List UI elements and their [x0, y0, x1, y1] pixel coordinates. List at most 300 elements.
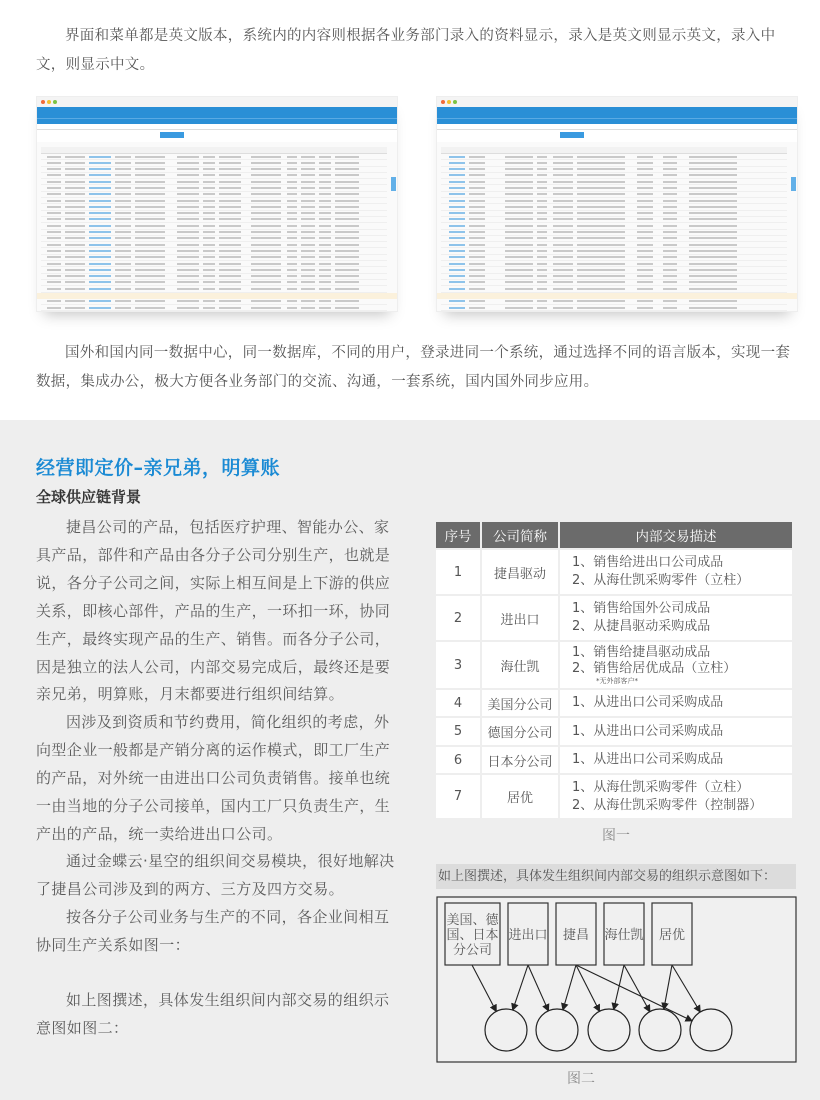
grid-cell — [637, 244, 653, 246]
grid-cell — [319, 225, 331, 227]
window-minimize-dot — [447, 100, 451, 104]
grid-cell — [115, 307, 131, 309]
org-node-circle-2 — [588, 1009, 630, 1051]
grid-cell — [89, 168, 111, 170]
grid-cell — [537, 231, 547, 233]
grid-cell — [65, 206, 85, 208]
grid-cell — [135, 288, 165, 290]
grid-cell — [177, 307, 199, 309]
grid-cell — [335, 307, 359, 309]
grid-header — [41, 147, 387, 154]
grid-cell — [301, 218, 315, 220]
grid-cell — [335, 181, 359, 183]
description-line: 1、销售给捷昌驱动成品 — [572, 644, 711, 660]
grid-cell — [115, 206, 131, 208]
grid-cell — [505, 256, 533, 258]
grid-cell — [553, 275, 573, 277]
grid-cell — [537, 212, 547, 214]
grid-cell — [449, 281, 465, 283]
grid-cell — [47, 212, 61, 214]
row-company: 海仕凯 — [482, 642, 558, 688]
grid-cell — [177, 275, 199, 277]
grid-cell — [135, 231, 165, 233]
grid-cell — [505, 225, 533, 227]
grid-cell — [301, 162, 315, 164]
grid-cell — [469, 307, 485, 309]
grid-cell — [319, 275, 331, 277]
grid-cell — [47, 275, 61, 277]
grid-cell — [637, 225, 653, 227]
grid-cell — [115, 218, 131, 220]
grid-cell — [449, 231, 465, 233]
grid-cell — [319, 181, 331, 183]
grid-cell — [577, 206, 625, 208]
grid-cell — [335, 269, 359, 271]
grid-cell — [177, 231, 199, 233]
grid-cell — [89, 237, 111, 239]
grid-cell — [287, 250, 297, 252]
grid-cell — [449, 218, 465, 220]
grid-cell — [177, 212, 199, 214]
row-number: 1 — [436, 550, 480, 594]
grid-cell — [203, 231, 215, 233]
grid-cell — [203, 168, 215, 170]
grid-cell — [537, 269, 547, 271]
grid-cell — [301, 281, 315, 283]
org-node-circle-4 — [690, 1009, 732, 1051]
grid-cell — [319, 193, 331, 195]
grid-cell — [637, 187, 653, 189]
grid-cell — [287, 162, 297, 164]
org-node-circle-0 — [485, 1009, 527, 1051]
grid-cell — [65, 200, 85, 202]
grid-cell — [65, 187, 85, 189]
grid-cell — [335, 281, 359, 283]
header-no: 序号 — [436, 522, 480, 548]
grid-cell — [251, 281, 281, 283]
grid-cell — [135, 193, 165, 195]
grid-cell — [47, 263, 61, 265]
grid-cell — [505, 162, 533, 164]
grid-row — [41, 311, 387, 312]
grid-cell — [65, 237, 85, 239]
grid-cell — [177, 200, 199, 202]
grid-cell — [301, 275, 315, 277]
grid-cell — [301, 156, 315, 158]
grid-cell — [637, 275, 653, 277]
grid-cell — [115, 288, 131, 290]
grid-footer — [437, 293, 797, 299]
grid-cell — [449, 156, 465, 158]
grid-cell — [219, 231, 241, 233]
grid-cell — [287, 174, 297, 176]
grid-cell — [469, 275, 485, 277]
grid-cell — [335, 193, 359, 195]
grid-cell — [469, 193, 485, 195]
grid-cell — [65, 231, 85, 233]
window-close-dot — [41, 100, 45, 104]
grid-cell — [663, 206, 677, 208]
side-tab — [391, 177, 396, 191]
row-description — [560, 642, 792, 688]
grid-cell — [177, 269, 199, 271]
grid-cell — [689, 281, 737, 283]
grid-cell — [505, 237, 533, 239]
grid-cell — [469, 231, 485, 233]
window-close-dot — [441, 100, 445, 104]
grid-cell — [115, 275, 131, 277]
grid-cell — [135, 300, 165, 302]
grid-cell — [89, 218, 111, 220]
grid-cell — [663, 307, 677, 309]
grid-cell — [219, 225, 241, 227]
grid-cell — [637, 288, 653, 290]
grid-cell — [663, 200, 677, 202]
intro-paragraph-2: 国外和国内同一数据中心，同一数据库，不同的用户，登录进同一个系统，通过选择不同的语言版本，实现一套数据，集成办公，极大方便各业务部门的交流、沟通，一套系统，国内国外同步应用。 — [36, 345, 791, 390]
grid-cell — [287, 300, 297, 302]
org-diagram — [436, 896, 798, 1064]
grid-cell — [537, 275, 547, 277]
search-button — [160, 132, 184, 138]
grid-cell — [135, 168, 165, 170]
header-company: 公司简称 — [482, 522, 558, 548]
grid-cell — [65, 281, 85, 283]
grid-cell — [663, 225, 677, 227]
grid-cell — [115, 187, 131, 189]
grid-cell — [89, 206, 111, 208]
grid-cell — [449, 162, 465, 164]
org-box-label: 国、日本 — [446, 928, 499, 943]
grid-cell — [47, 231, 61, 233]
grid-cell — [689, 168, 737, 170]
grid-cell — [469, 174, 485, 176]
grid-cell — [47, 307, 61, 309]
grid-cell — [449, 244, 465, 246]
grid-cell — [319, 218, 331, 220]
row-company: 捷昌驱动 — [482, 550, 558, 594]
grid-cell — [219, 263, 241, 265]
org-box-label: 海仕凯 — [604, 928, 644, 943]
grid-cell — [637, 218, 653, 220]
grid-cell — [505, 200, 533, 202]
grid-cell — [301, 174, 315, 176]
grid-cell — [537, 288, 547, 290]
grid-cell — [335, 288, 359, 290]
grid-cell — [219, 206, 241, 208]
grid-cell — [47, 156, 61, 158]
grid-cell — [89, 307, 111, 309]
grid-cell — [663, 281, 677, 283]
grid-cell — [65, 193, 85, 195]
grid-cell — [689, 237, 737, 239]
grid-cell — [135, 174, 165, 176]
grid-cell — [505, 187, 533, 189]
grid-cell — [335, 244, 359, 246]
grid-cell — [301, 288, 315, 290]
grid-cell — [319, 206, 331, 208]
grid-cell — [135, 275, 165, 277]
grid-cell — [65, 225, 85, 227]
grid-cell — [219, 269, 241, 271]
grid-cell — [251, 288, 281, 290]
grid-cell — [577, 300, 625, 302]
grid-cell — [301, 212, 315, 214]
grid-cell — [89, 212, 111, 214]
grid-cell — [177, 181, 199, 183]
grid-cell — [219, 256, 241, 258]
grid-cell — [251, 225, 281, 227]
grid-cell — [577, 156, 625, 158]
grid-cell — [251, 187, 281, 189]
org-box-label: 捷昌 — [562, 928, 590, 943]
grid-cell — [553, 250, 573, 252]
grid-cell — [469, 237, 485, 239]
window-maximize-dot — [53, 100, 57, 104]
grid-cell — [177, 288, 199, 290]
grid-cell — [663, 168, 677, 170]
grid-cell — [449, 181, 465, 183]
grid-cell — [449, 187, 465, 189]
grid-cell — [469, 162, 485, 164]
grid-cell — [637, 237, 653, 239]
grid-cell — [251, 200, 281, 202]
grid-cell — [135, 181, 165, 183]
grid-cell — [505, 231, 533, 233]
grid-cell — [449, 225, 465, 227]
grid-cell — [251, 256, 281, 258]
grid-cell — [65, 288, 85, 290]
grid-cell — [287, 281, 297, 283]
grid-cell — [89, 231, 111, 233]
grid-cell — [65, 212, 85, 214]
description-note: *无外部客户* — [596, 676, 638, 685]
grid-cell — [335, 300, 359, 302]
grid-cell — [89, 187, 111, 189]
grid-cell — [577, 231, 625, 233]
grid-cell — [319, 156, 331, 158]
grid-cell — [177, 206, 199, 208]
grid-cell — [449, 300, 465, 302]
grid-cell — [287, 218, 297, 220]
grid-cell — [203, 263, 215, 265]
grid-cell — [335, 174, 359, 176]
window-maximize-dot — [453, 100, 457, 104]
diagram-banner: 如上图撰述，具体发生组织间内部交易的组织示意图如下： — [436, 864, 796, 889]
grid-cell — [301, 263, 315, 265]
grid-cell — [251, 206, 281, 208]
grid-cell — [251, 193, 281, 195]
grid-cell — [115, 231, 131, 233]
table-row — [436, 747, 792, 773]
body-paragraph-1: 捷昌公司的产品，包括医疗护理、智能办公、家具产品，部件和产品由各分子公司分别生产，也就是说，各分子公司之间，实际上相互间是上下游的供应关系，即核心部件，产品的生产，一环扣一环，协同生产，最终实现产品的生产、销售。而各分子公司，因是独立的法人公司，内部交易完成后，最终还是要亲兄弟，明算账，月末都要进行组织间结算。 — [36, 518, 391, 704]
grid-cell — [287, 193, 297, 195]
grid-cell — [505, 250, 533, 252]
org-box-label: 居优 — [658, 928, 686, 943]
grid-cell — [301, 256, 315, 258]
grid-cell — [219, 181, 241, 183]
grid-cell — [115, 174, 131, 176]
row-company: 进出口 — [482, 596, 558, 640]
grid-cell — [335, 237, 359, 239]
grid-cell — [689, 181, 737, 183]
grid-cell — [177, 263, 199, 265]
grid-cell — [301, 181, 315, 183]
grid-cell — [663, 275, 677, 277]
grid-cell — [335, 218, 359, 220]
grid-cell — [663, 237, 677, 239]
grid-cell — [469, 181, 485, 183]
grid-cell — [689, 187, 737, 189]
grid-cell — [203, 181, 215, 183]
row-description — [560, 596, 792, 640]
grid-cell — [89, 244, 111, 246]
grid-cell — [469, 300, 485, 302]
grid-cell — [65, 156, 85, 158]
description-line: 1、从海仕凯采购零件（立柱） — [572, 779, 750, 795]
grid-cell — [663, 156, 677, 158]
grid-cell — [553, 168, 573, 170]
grid-cell — [689, 231, 737, 233]
row-company: 德国分公司 — [482, 718, 558, 745]
grid-cell — [177, 174, 199, 176]
description-line: 1、销售给进出口公司成品 — [572, 555, 724, 570]
grid-cell — [553, 225, 573, 227]
grid-cell — [689, 218, 737, 220]
grid-cell — [203, 300, 215, 302]
grid-cell — [301, 307, 315, 309]
grid-cell — [287, 237, 297, 239]
grid-cell — [663, 174, 677, 176]
grid-cell — [449, 250, 465, 252]
window-chrome — [37, 97, 397, 107]
row-company: 居优 — [482, 775, 558, 818]
grid-cell — [505, 181, 533, 183]
grid-cell — [47, 187, 61, 189]
grid-cell — [219, 168, 241, 170]
grid-cell — [115, 244, 131, 246]
grid-cell — [251, 250, 281, 252]
row-company: 美国分公司 — [482, 690, 558, 716]
grid-cell — [319, 200, 331, 202]
grid-cell — [319, 263, 331, 265]
grid-cell — [177, 225, 199, 227]
grid-cell — [505, 218, 533, 220]
grid-cell — [135, 212, 165, 214]
row-number: 2 — [436, 596, 480, 640]
grid-cell — [663, 218, 677, 220]
grid-cell — [251, 300, 281, 302]
grid-cell — [449, 263, 465, 265]
grid-cell — [553, 206, 573, 208]
description-line: 1、从进出口公司采购成品 — [572, 752, 724, 767]
grid-cell — [301, 244, 315, 246]
table-row — [436, 690, 792, 716]
grid-cell — [505, 275, 533, 277]
grid-cell — [177, 162, 199, 164]
grid-cell — [505, 300, 533, 302]
grid-cell — [537, 281, 547, 283]
grid-cell — [219, 174, 241, 176]
grid-cell — [449, 269, 465, 271]
grid-cell — [65, 263, 85, 265]
grid-cell — [637, 250, 653, 252]
grid-cell — [135, 281, 165, 283]
grid-cell — [287, 187, 297, 189]
table-row — [436, 596, 792, 640]
grid-cell — [469, 218, 485, 220]
grid-cell — [537, 263, 547, 265]
grid-cell — [203, 237, 215, 239]
grid-cell — [219, 193, 241, 195]
grid-cell — [577, 193, 625, 195]
internal-trade-table — [434, 520, 794, 820]
grid-cell — [115, 237, 131, 239]
grid-cell — [89, 263, 111, 265]
grid-cell — [537, 174, 547, 176]
grid-cell — [637, 281, 653, 283]
body-paragraph-3: 通过金蝶云·星空的组织间交易模块，很好地解决了捷昌公司涉及到的两方、三方及四方交易。 — [36, 852, 395, 898]
grid-cell — [115, 300, 131, 302]
grid-cell — [135, 218, 165, 220]
row-description — [560, 690, 792, 716]
grid-cell — [47, 281, 61, 283]
grid-cell — [537, 206, 547, 208]
grid-cell — [115, 256, 131, 258]
grid-cell — [89, 269, 111, 271]
grid-cell — [177, 218, 199, 220]
grid-cell — [47, 269, 61, 271]
grid-cell — [469, 263, 485, 265]
grid-cell — [219, 218, 241, 220]
grid-cell — [89, 181, 111, 183]
grid-cell — [65, 168, 85, 170]
grid-cell — [335, 225, 359, 227]
grid-cell — [505, 307, 533, 309]
grid-cell — [449, 174, 465, 176]
grid-cell — [319, 256, 331, 258]
grid-cell — [287, 225, 297, 227]
grid-cell — [251, 218, 281, 220]
grid-cell — [469, 187, 485, 189]
grid-cell — [115, 200, 131, 202]
grid-cell — [637, 206, 653, 208]
intro-paragraph-1: 界面和菜单都是英文版本，系统内的内容则根据各业务部门录入的资料显示，录入是英文则显示英文，录入中文，则显示中文。 — [36, 28, 776, 73]
grid-cell — [689, 206, 737, 208]
figure-2-caption: 图二 — [567, 1071, 595, 1087]
grid-cell — [505, 212, 533, 214]
grid-cell — [203, 156, 215, 158]
grid-cell — [301, 187, 315, 189]
grid-cell — [115, 212, 131, 214]
grid-cell — [537, 162, 547, 164]
grid-cell — [89, 256, 111, 258]
grid-cell — [577, 256, 625, 258]
top-section — [0, 0, 820, 420]
grid-cell — [135, 206, 165, 208]
grid-cell — [553, 212, 573, 214]
description-line: 2、从海仕凯采购零件（立柱） — [572, 573, 750, 588]
grid-cell — [89, 288, 111, 290]
search-button — [560, 132, 584, 138]
body-paragraph-5: 如上图撰述，具体发生组织间内部交易的组织示意图如图二： — [36, 991, 390, 1037]
grid-cell — [319, 162, 331, 164]
grid-footer — [37, 293, 397, 299]
grid-cell — [689, 225, 737, 227]
grid-cell — [449, 212, 465, 214]
grid-cell — [319, 300, 331, 302]
grid-cell — [177, 193, 199, 195]
grid-cell — [115, 269, 131, 271]
